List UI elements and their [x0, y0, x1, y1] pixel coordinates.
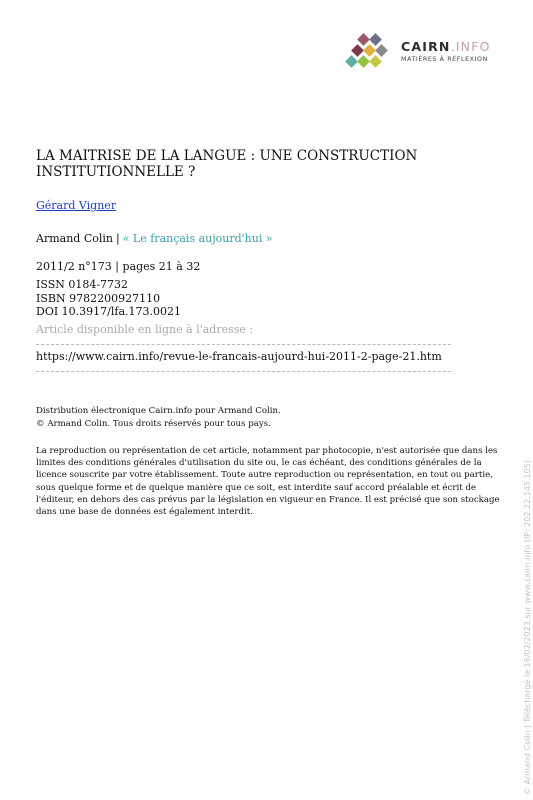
cairn-logo[interactable]	[338, 30, 508, 74]
distribution-notice	[36, 405, 281, 431]
logo-brand-suffix: .INFO	[450, 39, 491, 54]
identifiers	[36, 278, 181, 319]
distribution-line: Distribution électronique Cairn.info pour Armand Colin.	[36, 406, 281, 416]
article-title: LA MAITRISE DE LA LANGUE : UNE CONSTRUCTION INSTITUTIONNELLE ?	[36, 148, 418, 180]
logo-tagline: MATIÈRES À RÉFLEXION	[401, 56, 488, 63]
issue-info: 2011/2 n°173 | pages 21 à 32	[36, 260, 201, 273]
divider-top	[36, 344, 451, 345]
divider-bottom	[36, 371, 451, 372]
doi: DOI 10.3917/lfa.173.0021	[36, 305, 182, 318]
publisher-line	[36, 232, 273, 245]
cairn-diamond-icon	[338, 32, 396, 72]
available-label: Article disponible en ligne à l'adresse :	[36, 323, 254, 336]
download-watermark: © Armand Colin | Téléchargé le 16/02/2023 sur www.cairn.info (IP: 202.22.145.105)	[523, 460, 532, 795]
author-link[interactable]: Gérard Vigner	[36, 199, 117, 212]
logo-wordmark	[401, 39, 491, 54]
publisher-name: Armand Colin	[36, 232, 113, 245]
legal-notice: La reproduction ou représentation de cet article, notamment par photocopie, n'est autorisée que dans les limites des conditions générales d'utilisation du site ou, le cas échéant, des conditions générales de la licence souscrite par votre établissement. Toute autre reproduction ou représentation, en tout ou partie, sous quelque forme et de quelque manière que ce soit, est interdite sauf accord préalable et écrit de l'éditeur, en dehors des cas prévus par la législation en vigueur en France. Il est précisé que son stockage dans une base de données est également interdit.	[36, 446, 500, 518]
issn: ISSN 0184-7732	[36, 278, 129, 291]
article-url[interactable]: https://www.cairn.info/revue-le-francais-aujourd-hui-2011-2-page-21.htm	[36, 350, 442, 363]
publisher-separator: |	[115, 232, 120, 245]
journal-link[interactable]: « Le français aujourd'hui »	[122, 232, 273, 245]
copyright-line: © Armand Colin. Tous droits réservés pour tous pays.	[36, 419, 271, 429]
isbn: ISBN 9782200927110	[36, 291, 161, 305]
logo-brand: CAIRN	[401, 39, 451, 54]
